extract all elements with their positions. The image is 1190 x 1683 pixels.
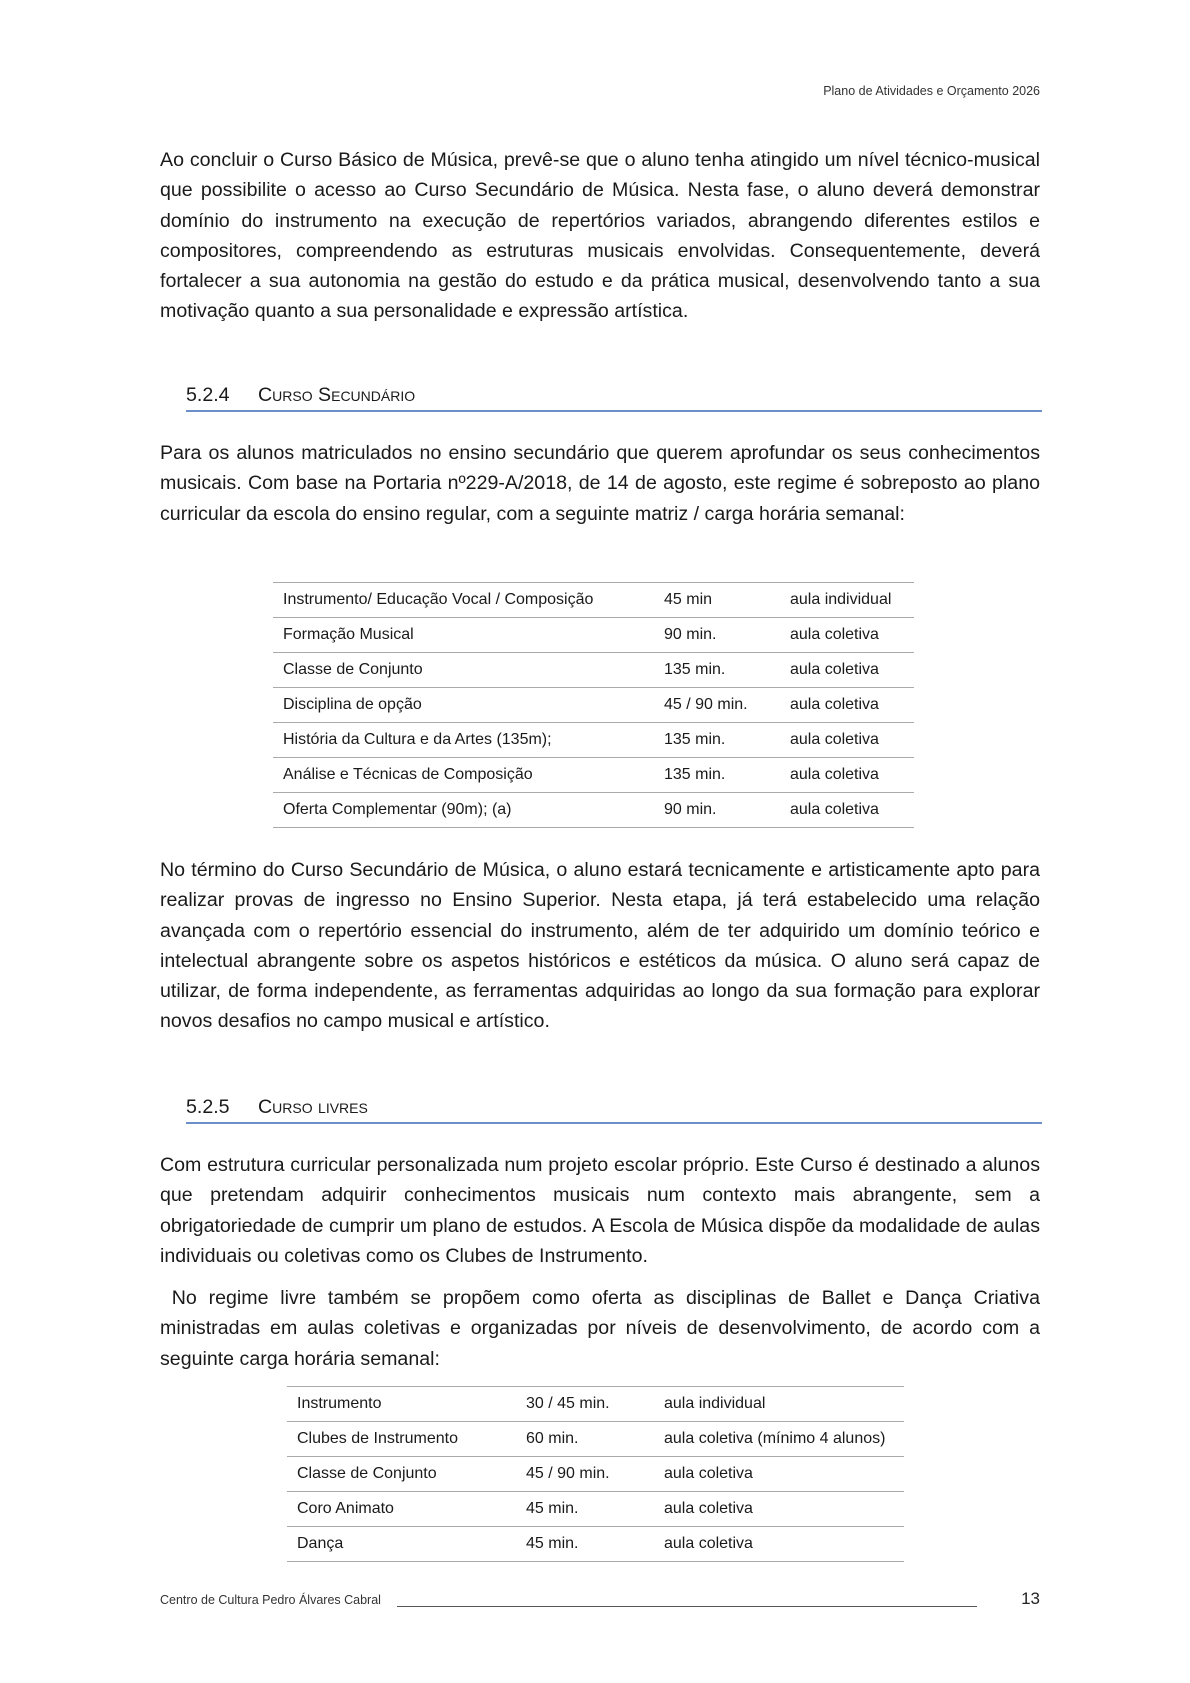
section-number: 5.2.4	[186, 384, 230, 406]
section-number: 5.2.5	[186, 1096, 230, 1118]
table-row	[273, 723, 914, 758]
livres-schedule-table	[287, 1386, 904, 1562]
footer-rule	[397, 1606, 977, 1607]
table-row	[273, 618, 914, 653]
subject-cell: Coro Animato	[287, 1492, 516, 1527]
subject-cell: Classe de Conjunto	[287, 1457, 516, 1492]
subject-cell: Instrumento/ Educação Vocal / Composição	[273, 583, 654, 618]
table-row	[287, 1527, 904, 1562]
subject-cell: Dança	[287, 1527, 516, 1562]
table-row	[273, 688, 914, 723]
table-row	[273, 653, 914, 688]
subject-cell: Análise e Técnicas de Composição	[273, 758, 654, 793]
duration-cell: 45 min.	[516, 1492, 654, 1527]
duration-cell: 45 / 90 min.	[654, 688, 780, 723]
duration-cell: 135 min.	[654, 653, 780, 688]
intro-paragraph: Ao concluir o Curso Básico de Música, prevê-se que o aluno tenha atingido um nível técnico-musical que possibilite o acesso ao Curso Secundário de Música. Nesta fase, o aluno deverá demonstrar domínio do instrumento na execução de repertórios variados, abrangendo diferentes estilos e compositores, compreendendo as estruturas musicais envolvidas. Consequentemente, deverá fortalecer a sua autonomia na gestão do estudo e da prática musical, desenvolvendo tanto a sua motivação quanto a sua personalidade e expressão artística.	[160, 149, 1040, 323]
duration-cell: 135 min.	[654, 723, 780, 758]
duration-cell: 30 / 45 min.	[516, 1387, 654, 1422]
duration-cell: 135 min.	[654, 758, 780, 793]
duration-cell: 90 min.	[654, 618, 780, 653]
subject-cell: Oferta Complementar (90m); (a)	[273, 793, 654, 828]
class-type-cell: aula coletiva	[654, 1527, 904, 1562]
subject-cell: Classe de Conjunto	[273, 653, 654, 688]
page-number: 13	[1021, 1589, 1040, 1608]
class-type-cell: aula coletiva	[780, 793, 914, 828]
class-type-cell: aula coletiva	[780, 618, 914, 653]
subject-cell: História da Cultura e da Artes (135m);	[273, 723, 654, 758]
livres-intro-paragraph: Com estrutura curricular personalizada num projeto escolar próprio. Este Curso é destinado a alunos que pretendam adquirir conhecimentos musicais num contexto mais abrangente, sem a obrigatoriedade de cumprir um plano de estudos. A Escola de Música dispõe da modalidade de aulas individuais ou coletivas como os Clubes de Instrumento.	[160, 1154, 1040, 1267]
livres-dance-paragraph: No regime livre também se propõem como oferta as disciplinas de Ballet e Dança Criativa ministradas em aulas coletivas e organizadas por níveis de desenvolvimento, de acordo com a seguinte carga horária semanal:	[160, 1287, 1046, 1370]
subject-cell: Instrumento	[287, 1387, 516, 1422]
class-type-cell: aula coletiva	[654, 1492, 904, 1527]
class-type-cell: aula individual	[780, 583, 914, 618]
table-row	[273, 793, 914, 828]
running-header: Plano de Atividades e Orçamento 2026	[823, 84, 1040, 98]
section-title: Curso livres	[258, 1096, 368, 1118]
class-type-cell: aula coletiva	[780, 723, 914, 758]
duration-cell: 60 min.	[516, 1422, 654, 1457]
duration-cell: 45 min.	[516, 1527, 654, 1562]
table-row	[273, 583, 914, 618]
table-row	[273, 758, 914, 793]
duration-cell: 45 min	[654, 583, 780, 618]
secundario-outcome-paragraph: No término do Curso Secundário de Música, o aluno estará tecnicamente e artisticamente apto para realizar provas de ingresso no Ensino Superior. Nesta etapa, já terá estabelecido uma relação avançada com o repertório essencial do instrumento, além de ter adquirido um domínio teórico e intelectual abrangente sobre os aspetos históricos e estéticos da música. O aluno será capaz de utilizar, de forma independente, as ferramentas adquiridas ao longo da sua formação para explorar novos desafios no campo musical e artístico.	[160, 859, 1040, 1033]
table-row	[287, 1492, 904, 1527]
class-type-cell: aula individual	[654, 1387, 904, 1422]
class-type-cell: aula coletiva (mínimo 4 alunos)	[654, 1422, 904, 1457]
table-row	[287, 1457, 904, 1492]
subject-cell: Clubes de Instrumento	[287, 1422, 516, 1457]
subject-cell: Disciplina de opção	[273, 688, 654, 723]
table-row	[287, 1422, 904, 1457]
class-type-cell: aula coletiva	[780, 653, 914, 688]
duration-cell: 90 min.	[654, 793, 780, 828]
subject-cell: Formação Musical	[273, 618, 654, 653]
secundario-intro-paragraph: Para os alunos matriculados no ensino secundário que querem aprofundar os seus conhecimentos musicais. Com base na Portaria nº229-A/2018, de 14 de agosto, este regime é sobreposto ao plano curricular da escola do ensino regular, com a seguinte matriz / carga horária semanal:	[160, 442, 1040, 525]
footer-organization: Centro de Cultura Pedro Álvares Cabral	[160, 1593, 381, 1607]
class-type-cell: aula coletiva	[780, 688, 914, 723]
section-title: Curso Secundário	[258, 384, 416, 406]
class-type-cell: aula coletiva	[654, 1457, 904, 1492]
secundario-schedule-table	[273, 582, 914, 828]
section-heading-5-2-4	[186, 384, 1042, 412]
section-heading-5-2-5	[186, 1096, 1042, 1124]
page-footer	[160, 1589, 1040, 1608]
duration-cell: 45 / 90 min.	[516, 1457, 654, 1492]
class-type-cell: aula coletiva	[780, 758, 914, 793]
table-row	[287, 1387, 904, 1422]
